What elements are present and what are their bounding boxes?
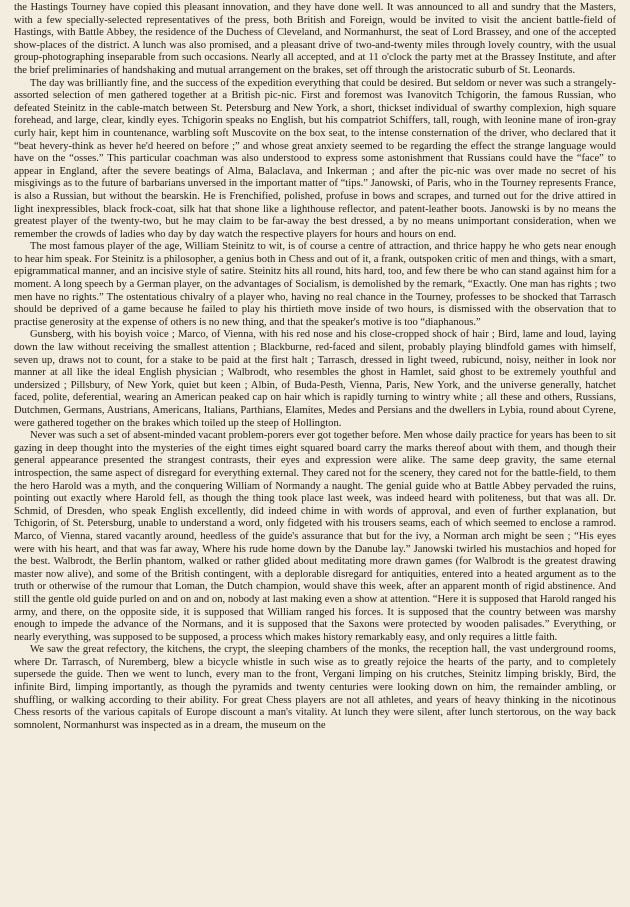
paragraph-6: We saw the great refectory, the kitchens, the crypt, the sleeping chambers of the monks, the reception hall, the vast underground rooms, where Dr. Tarrasch, of Nuremberg, blew a bicycle whistle in such wise as to greatly rejoice the hearts of the party, and to completely supersede the guide. Then we went to lunch, every man to the front, Vergani limping on his crutches, Steinitz limping briskly, Bird, the infinite Bird, limping importantly, as though the pyramids and twenty centuries were looking down on him, the remainder ambling, or shuffling, or walking according to their ability. For great Chess players are not all athletes, and years of heavy thinking in the nicotinous Chess resorts of the various capitals of Europe discount a man's vitality. At lunch they were silent, after lunch stertorous, on the way back somnolent, Normanhurst was inspected as in a dream, the museum on the [14, 644, 616, 731]
paragraph-4: Gunsberg, with his boyish voice ; Marco, of Vienna, with his red nose and his close-cropped shock of hair ; Bird, lame and loud, laying down the law without receiving the smallest attention ; Blackburne, red-faced and silent, probably playing blindfold games with himself, seven up, draws not to count, for a stake to be paid at the first halt ; Tarrasch, dressed in light tweed, rubicund, noisy, neither in look nor manner at all like the ideal English physician ; Walbrodt, who resembles the ghost in Hamlet, said ghost to be extremely youthful and undersized ; Pillsbury, of New York, quiet but keen ; Albin, of Buda-Pesth, Vienna, Paris, New York, and the universe generally, hatchet faced, polite, deferential, wearing an American peaked cap on hair which is rapidly turning to wintry white ; all these and others, Russians, Dutchmen, Germans, Austrians, Americans, Italians, Parthians, Elamites, Medes and Persians and the dwellers in Lybia, round about Cyrene, were gathered together on the brakes which toiled up the steep of Hollington. [14, 329, 616, 429]
paragraph-2: The day was brilliantly fine, and the success of the expedition everything that could be desired. But seldom or never was such a strangely-assorted selection of men gathered together at a British pic-nic. First and foremost was Ivanovitch Tchigorin, the famous Russian, who defeated Steinitz in the cable-match between St. Petersburg and New York, a short, thickset individual of swarthy complexion, high square forehead, and large, clear, kindly eyes. Tchigorin speaks no English, but his compatriot Schiffers, tall, rough, with leonine mane of iron-gray curly hair, kept him in countenance, warbling soft Muscovite on the box seat, to the intense consternation of the driver, who declared that it “beat hevery-think as hever he'd heered on before ;” and whose great anxiety seemed to be regarding the effect the strange language would have on the “osses.” This particular coachman was also understood to express some astonishment that Russians could have the “face” to appear in England, after the severe beatings of Alma, Balaclava, and Inkerman ; and after the pic-nic was over made no secret of his misgivings as to the future of barbarians unversed in the important matter of “tips.” Janowski, of Paris, who in the Tourney represents France, is also a Russian, but without the bearskin. He is Frenchified, polished, profuse in bows and scrapes, and turned out for the drive attired in light inexpressibles, black frock-coat, silk hat that shone like a lighthouse reflector, and patent-leather boots. Janowski is by no means the greatest player of the twenty-two, but he may claim to be far-away the best dressed, a by no means unimportant consideration, when we remember the crowds of ladies who day by day watch the respective players for hours and hours on end. [14, 77, 616, 240]
paragraph-3: The most famous player of the age, William Steinitz to wit, is of course a centre of attraction, and thrice happy he who gets near enough to hear him speak. For Steinitz is a philosopher, a genius both in Chess and out of it, a frank, outspoken critic of men and things, with a smart, epigrammatical manner, and an incisive style of satire. Steinitz hits all round, hits hard, too, and few there be who can stand against him for a moment. A long speech by a German player, on the advantages of Socialism, is demolished by the remark, “Exactly. One man has rights ; two men have no rights.” The ostentatious chivalry of a player who, having no real chance in the Tourney, professes to be shocked that Tarrasch should be deprived of a game because he failed to play his thirtieth move inside of two hours, is dismissed with the observation that to practise generosity at the expense of others is no new thing, and that the speaker's motive is too “diaphanous.” [14, 241, 616, 328]
paragraph-5: Never was such a set of absent-minded vacant problem-porers ever got together before. Men whose daily practice for years has been to sit gazing in deep thought into the mysteries of the eight times eight squared board carry the marks thereof about with them, and though their general appearance presented the strangest contrasts, their eyes and expression were alike. The same deep gravity, the same eternal introspection, the same aspect of disregard for everything external. They cared not for the scenery, they cared not for the battle-field, to them the hero Harold was a myth, and the conquering William of Normandy a naught. The genial guide who at Battle Abbey pervaded the ruins, pointing out exactly where Harold fell, as though the thing took place last week, was indeed heard with politeness, but that was all. Dr. Schmid, of Dresden, who speak English excellently, did indeed chime in with words of approval, and even of further explanation, but Tchigorin, of St. Petersburg, unable to understand a word, only fidgeted with his trousers seams, each of which seemed to enclose a ramrod. Marco, of Vienna, stared vacantly around, heedless of the guide's assurance that but for the ivy, a Norman arch might be seen ; “His eyes were with his heart, and that was far away, Where his rude home down by the Danube lay.” Janowski twirled his mustachios and hoped for the best. Walbrodt, the Berlin phantom, walked or rather glided about meditating more drawn games (for Walbrodt is the greatest drawing master now alive), and some of the British contingent, with a deplorable disregard for antiquities, entered into a heated argument as to the truth or otherwise of the rumour that Loman, the Dutch champion, would shave this week, after an apparent month of rigid abstinence. And still the gentle old guide purled on and on and on, nobody at last making even a show at attention. “Here it is supposed that Harold ranged his army, and there, on the opposite side, it is supposed that William ranged his forces. It is supposed that the country between was marshy enough to impede the advance of the Normans, and it is supposed that the Saxons were protected by wooden palisades.” Everything, or nearly everything, was supposed to be supposed, a process which makes history remarkably easy, and only requires a little faith. [14, 430, 616, 643]
paragraph-1: the Hastings Tourney have copied this pleasant innovation, and they have done well. It was announced to all and sundry that the Masters, with a few specially-selected representatives of the press, both British and Foreign, would be invited to visit the ancient battle-field of Hastings, with Battle Abbey, the residence of the Duchess of Cleveland, and Normanhurst, the seat of Lord Brassey, and one of the accepted show-places of the district. A lunch was also promised, and a pleasant drive of two-and-twenty miles through lovely country, with the usual group-photographing inseparable from such occasions. Nearly all accepted, and at 11 o'clock the party met at the Brassey Institute, and after the brief preliminaries of handshaking and mutual arrangement on the brakes, set off through the aristocratic suburb of St. Leonards. [14, 2, 616, 76]
